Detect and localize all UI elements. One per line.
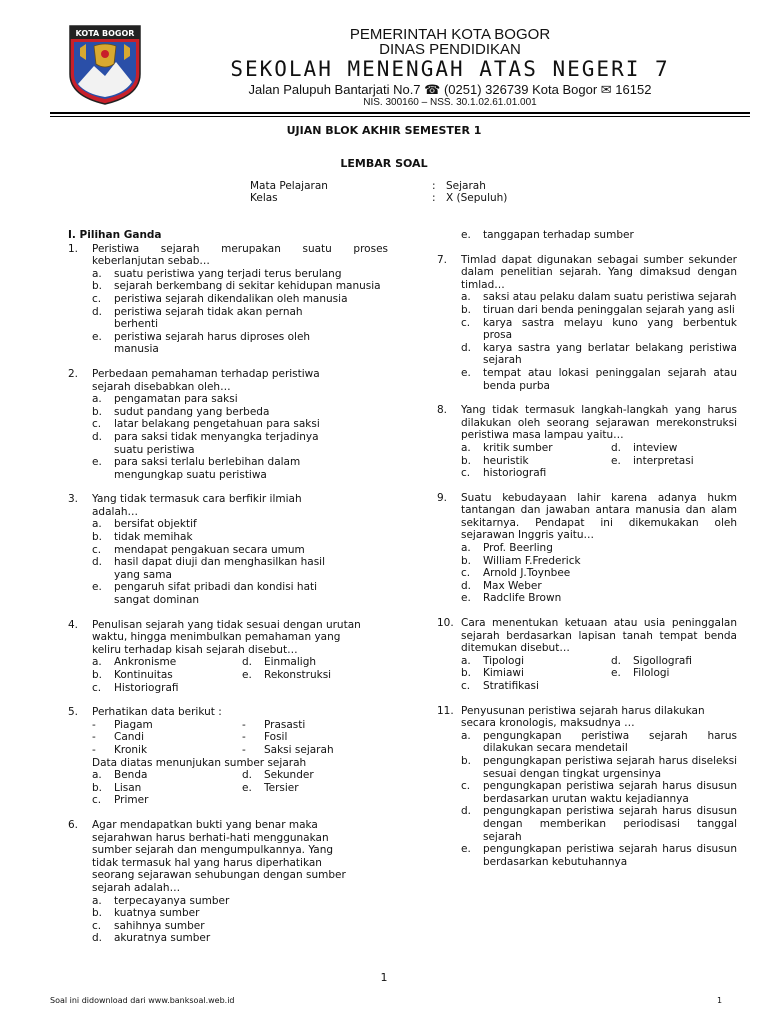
footer-source-text: Soal ini didownload dari www.banksoal.web.id (50, 996, 235, 1005)
header-registration: NIS. 300160 – NSS. 30.1.02.61.01.001 (363, 97, 537, 108)
right-column (437, 229, 737, 880)
option: d. Sigollografi (611, 654, 692, 667)
subject-label: Mata Pelajaran (250, 180, 328, 192)
option: a. Tipologi (461, 654, 525, 667)
data-item: - Kronik (92, 743, 148, 756)
question-prompt: Data diatas menunjukan sumber sejarah (92, 756, 307, 769)
option: d. karya sastra yang berlatar belakang peristiwa sejarah (461, 341, 737, 367)
option: e. Filologi (611, 667, 670, 680)
question-8: 8. Yang tidak termasuk langkah-langkah yang harus dilakukan oleh seorang sejarawan merekonstruksi peristiwa masa lampau yaitu… a. kritik sumber d. inteview b. heuristik e. interpretasi c. historiografi (437, 404, 737, 480)
option: e. Radclife Brown (461, 592, 562, 605)
option: d. Einmaligh (242, 656, 317, 669)
option: c. historiografi (461, 467, 547, 480)
data-item: - Prasasti (242, 718, 306, 731)
option: b. pengungkapan peristiwa sejarah harus diseleksi sesuai dengan tingkat urgensinya (461, 754, 737, 780)
option: c. pengungkapan peristiwa sejarah harus disusun berdasarkan urutan waktu kejadiannya (461, 780, 737, 805)
option: c. Historiografi (92, 681, 179, 694)
option: a. suatu peristiwa yang terjadi terus berulang (92, 267, 342, 280)
header-rule-thin (50, 116, 750, 117)
option: b. tidak memihak (92, 531, 193, 544)
kota-bogor-crest (68, 24, 142, 106)
class-sep: : (432, 192, 436, 204)
option: b. kuatnya sumber (92, 907, 200, 920)
option: d. Sekunder (242, 769, 314, 782)
option: e. Rekonstruksi (242, 669, 332, 681)
option: b. sejarah berkembang di sekitar kehidupan manusia (92, 280, 381, 293)
option: d. para saksi tidak menyangka terjadinya suatu peristiwa (92, 430, 319, 456)
exam-title: UJIAN BLOK AKHIR SEMESTER 1 (286, 124, 482, 137)
question-2: 2. Perbedaan pemahaman terhadap peristiwa sejarah disebabkan oleh… a. pengamatan para saksi b. sudut pandang yang berbeda c. latar belakang pengetahuan para saksi d. para saksi tidak menyangka terjadinya suatu peristiwa e. para saksi terlalu berlebihan dalam mengungkap suatu peristiwa (68, 368, 343, 481)
option: c. sahihnya sumber (92, 919, 205, 932)
option: e. tanggapan terhadap sumber (461, 229, 634, 241)
option: b. Lisan (92, 781, 142, 794)
question-text: Penulisan sejarah yang tidak sesuai dengan urutan waktu, hingga menimbulkan pemahaman yang keliru terhadap kisah sejarah disebut… (92, 618, 361, 656)
option: e. para saksi terlalu berlebihan dalam mengungkap suatu peristiwa (92, 456, 301, 481)
question-4: 4. Penulisan sejarah yang tidak sesuai dengan urutan waktu, hingga menimbulkan pemahaman yang keliru terhadap kisah sejarah disebut… a. Ankronisme d. Einmaligh b. Kontinuitas e. Rekonstruksi c. Historiografi (68, 619, 368, 695)
option: a. Prof. Beerling (461, 542, 553, 555)
header-government: PEMERINTAH KOTA BOGOR (349, 26, 551, 43)
question-10: 10. Cara menentukan ketuaan atau usia peninggalan sejarah berdasarkan lapisan tanah tempat benda ditemukan disebut… a. Tipologi d. Sigollografi b. Kimiawi e. Filologi c. Stratifikasi (437, 617, 737, 692)
question-9: 9. Suatu kebudayaan lahir karena adanya hukm tantangan dan jawaban antara manusia dan alam sekitarnya. Pendapat ini dikemukakan oleh sejarawan Inggris yaitu… a. Prof. Beerling b. William F.Frederick c. Arnold J.Toynbee d. Max Weber e. Radclife Brown (437, 491, 737, 605)
question-text: Perhatikan data berikut : (92, 706, 222, 719)
option: a. bersifat objektif (92, 518, 197, 531)
question-3: 3. Yang tidak termasuk cara berfikir ilmiah adalah… a. bersifat objektif b. tidak memihak c. mendapat pengakuan secara umum d. hasil dapat diuji dan menghasilkan hasil yang sama e. pengaruh sifat pribadi dan kondisi hati sangat dominan (68, 493, 343, 606)
question-text: Cara menentukan ketuaan atau usia peninggalan sejarah berdasarkan lapisan tanah tempat benda ditemukan disebut… (461, 617, 737, 655)
option: c. Primer (92, 794, 149, 807)
question-text: Agar mendapatkan bukti yang benar maka sejarahwan harus berhati-hati menggunakan sumber sejarah dan mengumpulkannya. Yang tidak termasuk hal yang harus diperhatikan seorang sejarawan sehubungan dengan sumber sejarah adalah… (92, 818, 346, 894)
data-item: - Piagam (92, 718, 153, 731)
option: d. hasil dapat diuji dan menghasilkan hasil yang sama (92, 556, 326, 581)
option: c. Arnold J.Toynbee (461, 567, 571, 580)
option: e. tempat atau lokasi peninggalan sejarah atau benda purba (461, 366, 737, 392)
question-7: 7. Timlad dapat digunakan sebagai sumber sekunder dalam penelitian sejarah. Yang dimaksud dengan timlad… a. saksi atau pelaku dalam suatu peristiwa sejarah b. tiruan dari benda peninggalan sejarah yang asli c. karya sastra melayu kuno yang berbentuk prosa d. karya sastra yang berlatar belakang peristiwa sejarah e. tempat atau lokasi peninggalan sejarah atau benda purba (437, 253, 737, 392)
option: e. pengaruh sifat pribadi dan kondisi hati sangat dominan (92, 581, 318, 607)
question-5: 5. Perhatikan data berikut : - Piagam - Prasasti - Candi - Fosil - Kronik - Saksi sejarah Data diatas menunjukan sumber sejarah a. Benda d. Sekunder b. Lisan e. Tersier c. Primer (68, 706, 368, 807)
header-address: Jalan Palupuh Bantarjati No.7 ☎ (0251) 326739 Kota Bogor ✉ 16152 (248, 82, 652, 97)
question-1: 1. Peristiwa sejarah merupakan suatu proses keberlanjutan sebab… a. suatu peristiwa yang terjadi terus berulang b. sejarah berkembang di sekitar kehidupan manusia c. peristiwa sejarah dikendalikan oleh manusia d. peristiwa sejarah tidak akan pernah berhenti e. peristiwa sejarah harus diproses oleh manusia (68, 242, 388, 356)
question-text: Timlad dapat digunakan sebagai sumber sekunder dalam penelitian sejarah. Yang dimaksud dengan timlad… (461, 253, 737, 291)
subject-sep: : (432, 180, 436, 192)
class-label: Kelas (250, 192, 278, 204)
option: a. pengamatan para saksi (92, 393, 238, 406)
option: d. akuratnya sumber (92, 932, 211, 945)
option: c. karya sastra melayu kuno yang berbentuk prosa (461, 316, 737, 342)
option: b. heuristik (461, 454, 529, 467)
question-text: Penyusunan peristiwa sejarah harus dilakukan secara kronologis, maksudnya … (461, 704, 705, 730)
option: a. saksi atau pelaku dalam suatu peristiwa sejarah (461, 291, 737, 304)
section-title: I. Pilihan Ganda (68, 229, 162, 241)
question-6-continued (437, 229, 737, 242)
option: c. Stratifikasi (461, 680, 539, 692)
option: c. mendapat pengakuan secara umum (92, 543, 305, 556)
crest-label: KOTA BOGOR (75, 29, 135, 38)
option: e. Tersier (242, 781, 299, 794)
option: d. peristiwa sejarah tidak akan pernah berhenti (92, 305, 303, 331)
question-text: Suatu kebudayaan lahir karena adanya hukm tantangan dan jawaban antara manusia dan alam sekitarnya. Pendapat ini dikemukakan oleh sejarawan Inggris yaitu… (461, 491, 737, 542)
page-number: 1 (380, 971, 388, 984)
option: b. Kontinuitas (92, 669, 173, 681)
option: b. Kimiawi (461, 667, 524, 680)
data-item: - Fosil (242, 731, 288, 744)
option: d. pengungkapan peristiwa sejarah harus disusun dengan memberikan periodisasi tanggal sejarah (461, 805, 737, 843)
left-column (68, 229, 388, 957)
class-value: X (Sepuluh) (446, 192, 508, 204)
option: b. William F.Frederick (461, 554, 581, 567)
data-item: - Candi (92, 731, 145, 744)
question-text: Yang tidak termasuk cara berfikir ilmiah adalah… (92, 493, 302, 518)
subject-value: Sejarah (446, 180, 486, 192)
option: a. Benda (92, 769, 148, 782)
question-text: Perbedaan pemahaman terhadap peristiwa sejarah disebabkan oleh… (92, 367, 320, 393)
header-department: DINAS PENDIDIKAN (379, 41, 521, 58)
option: e. interpretasi (611, 454, 694, 467)
option: c. peristiwa sejarah dikendalikan oleh manusia (92, 292, 348, 305)
question-6: 6. Agar mendapatkan bukti yang benar maka sejarahwan harus berhati-hati menggunakan sumber sejarah dan mengumpulkannya. Yang tidak termasuk hal yang harus diperhatikan seorang sejarawan sehubungan dengan sumber sejarah adalah… a. terpecayanya sumber b. kuatnya sumber c. sahihnya sumber d. akuratnya sumber (68, 819, 353, 945)
question-text: Yang tidak termasuk langkah-langkah yang harus dilakukan oleh seorang sejarawan merekonstruksi peristiwa masa lampau yaitu… (461, 404, 737, 442)
question-text: Peristiwa sejarah merupakan suatu proses keberlanjutan sebab… (92, 242, 388, 268)
option: a. Ankronisme (92, 656, 177, 669)
option: d. Max Weber (461, 579, 542, 592)
footer-page-number: 1 (717, 996, 723, 1005)
data-item: - Saksi sejarah (242, 743, 334, 756)
option: a. kritik sumber (461, 441, 553, 454)
option: e. peristiwa sejarah harus diproses oleh manusia (92, 330, 311, 356)
option: b. tiruan dari benda peninggalan sejarah yang asli (461, 303, 735, 316)
option: a. terpecayanya sumber (92, 894, 230, 907)
header-school-name: SEKOLAH MENENGAH ATAS NEGERI 7 (230, 57, 670, 81)
header-rule-thick (50, 112, 750, 114)
option: c. latar belakang pengetahuan para saksi (92, 418, 320, 431)
option: a. pengungkapan peristiwa sejarah harus dilakukan secara mendetail (461, 729, 737, 755)
question-11: 11. Penyusunan peristiwa sejarah harus dilakukan secara kronologis, maksudnya … a. pengungkapan peristiwa sejarah harus dilakukan secara mendetail b. pengungkapan peristiwa sejarah harus diseleksi sesuai dengan tingkat urgensinya c. pengungkapan peristiwa sejarah harus disusun berdasarkan urutan waktu kejadiannya d. pengungkapan peristiwa sejarah harus disusun dengan memberikan periodisasi tanggal sejarah e. pengungkapan peristiwa sejarah harus disusun berdasarkan kebutuhannya (437, 704, 737, 868)
option: e. pengungkapan peristiwa sejarah harus disusun berdasarkan kebutuhannya (461, 843, 737, 868)
option: d. inteview (611, 441, 678, 454)
sheet-title: LEMBAR SOAL (340, 157, 428, 170)
option: b. sudut pandang yang berbeda (92, 405, 270, 418)
